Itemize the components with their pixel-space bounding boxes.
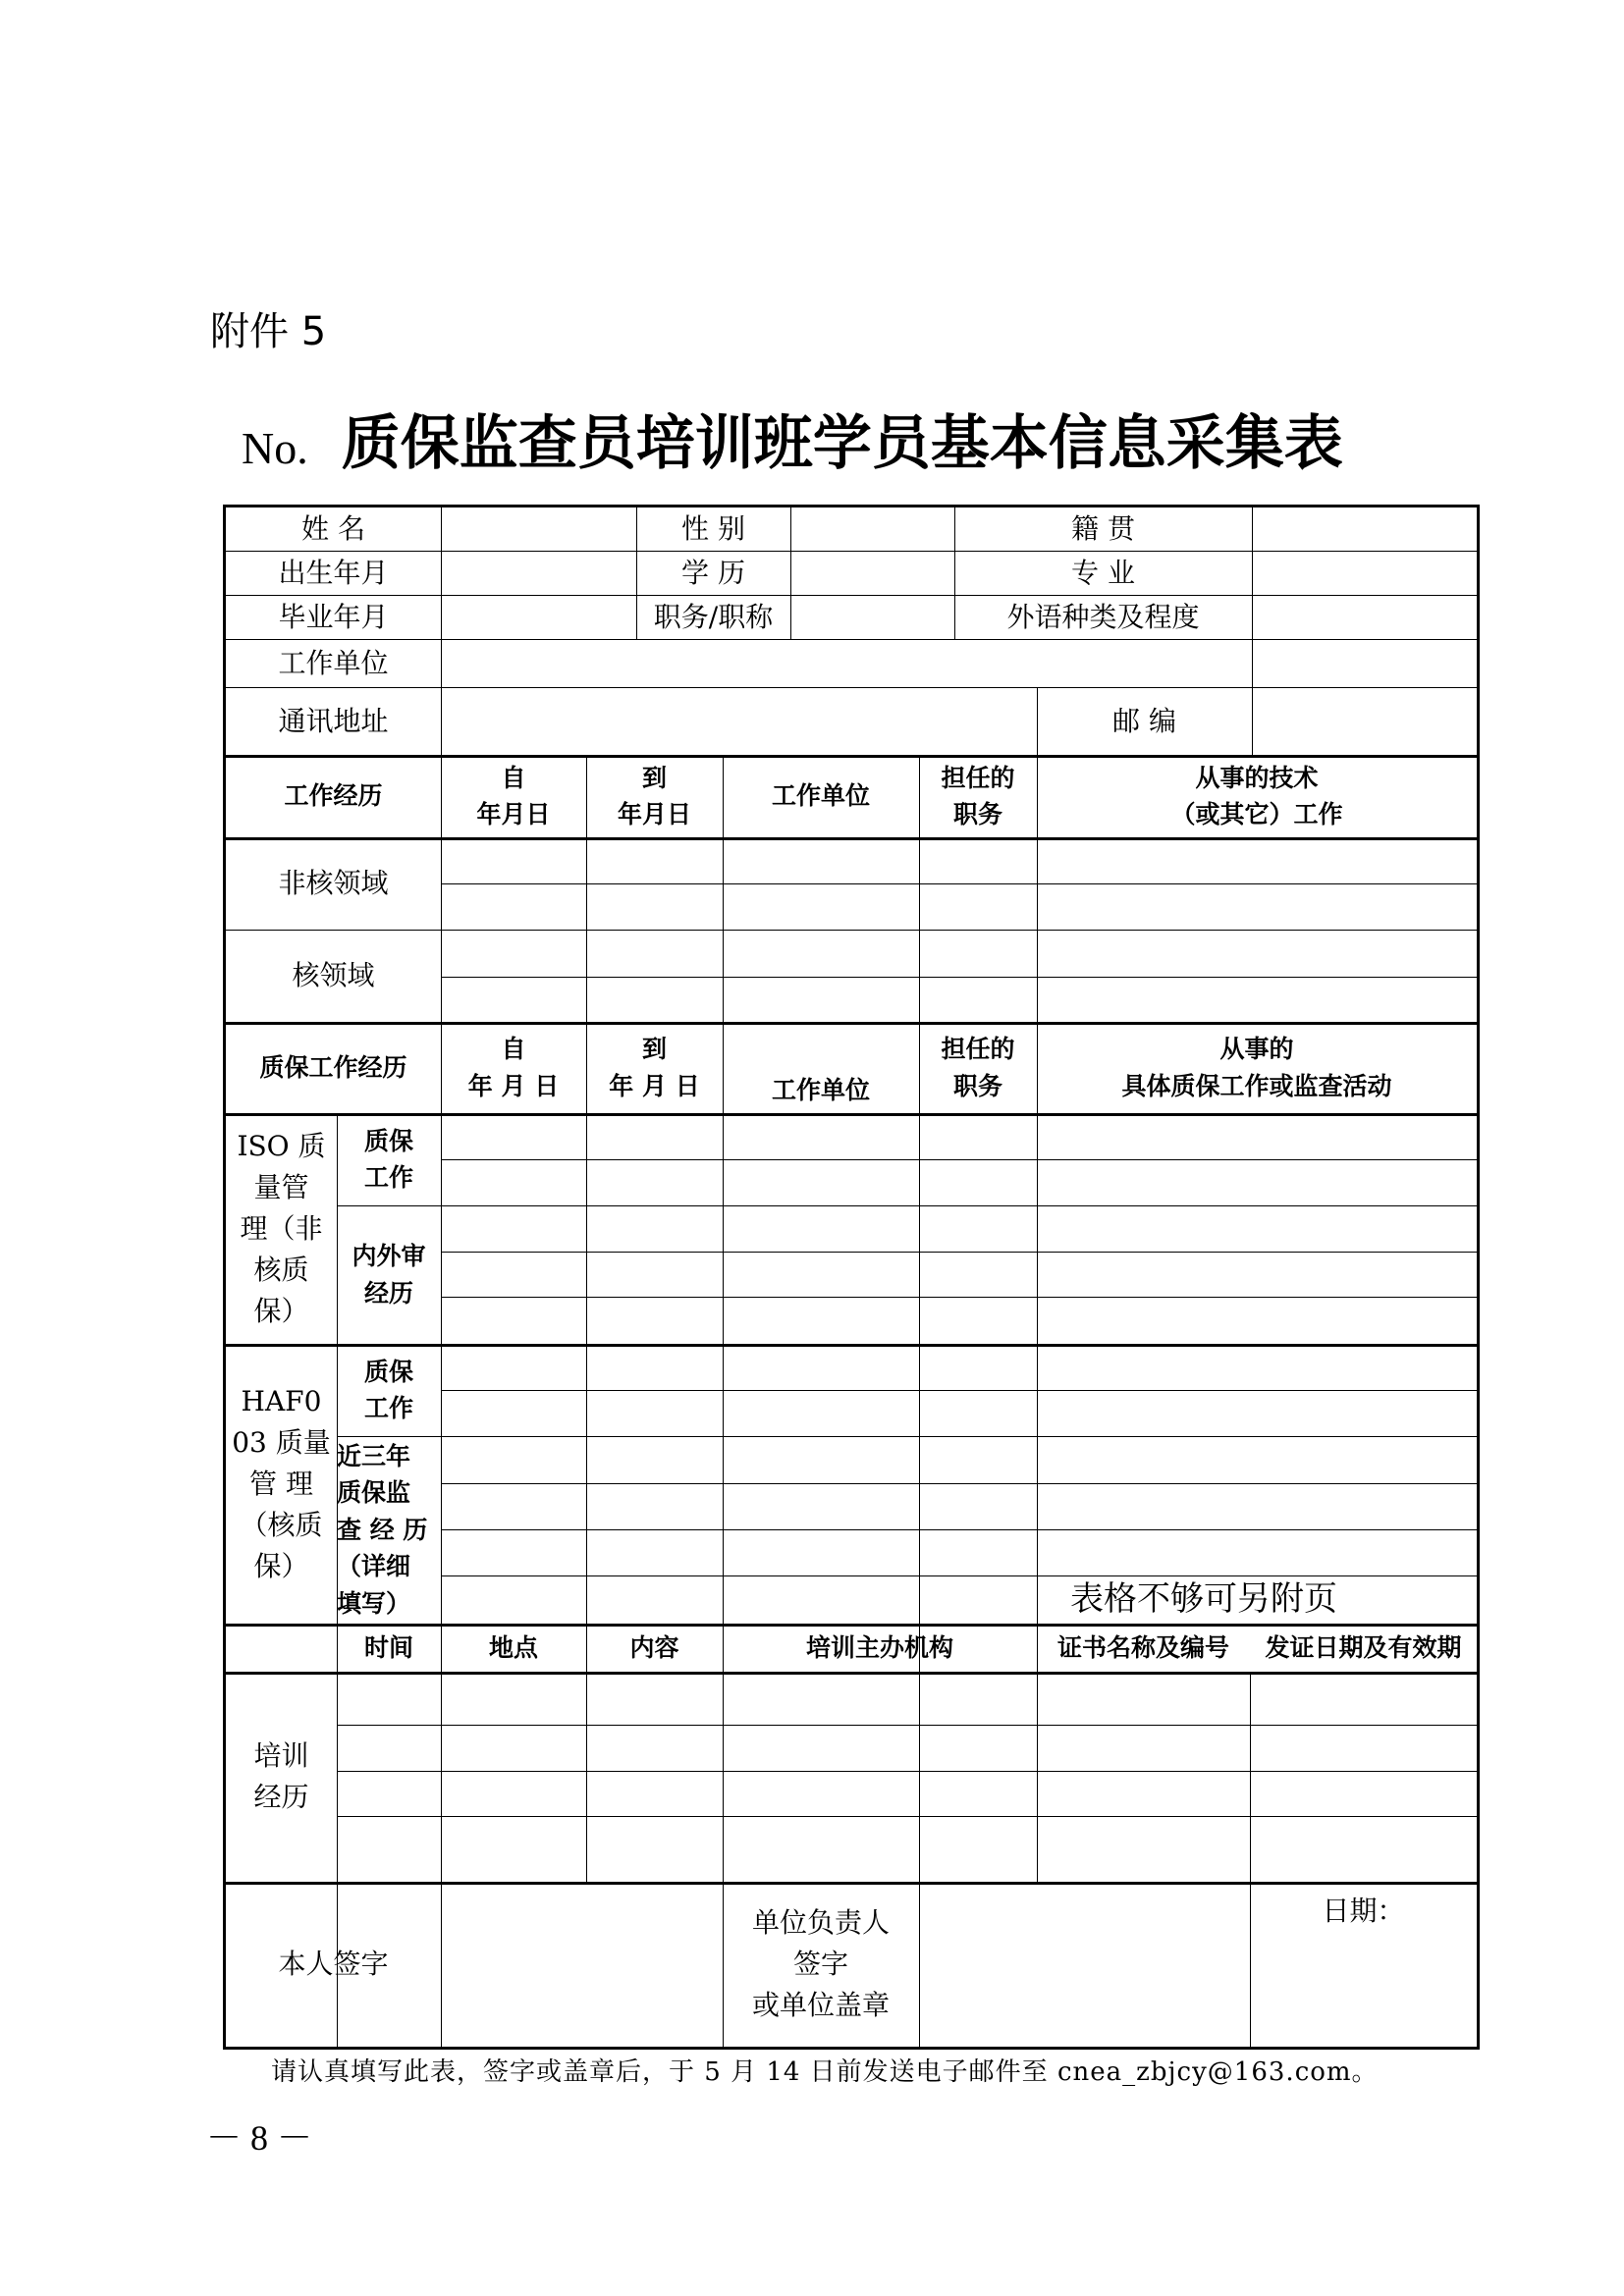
label-birth: 出生年月 [278, 556, 389, 589]
label-grad: 毕业年月 [278, 600, 389, 633]
col-train-place: 地点 [488, 1632, 538, 1662]
label-work: 工作经历 [284, 781, 383, 811]
label-qa-work-2: 质保 工作 [363, 1357, 413, 1422]
number-label: No. [242, 423, 308, 473]
col-train-date: 发证日期及有效期 [1265, 1632, 1462, 1662]
col-work-unit: 工作单位 [771, 781, 870, 811]
label-employer: 工作单位 [278, 646, 389, 679]
label-address: 通讯地址 [278, 704, 389, 737]
col-work-tech: 从事的技术 （或其它）工作 [1170, 763, 1343, 828]
label-gender: 性 别 [681, 512, 745, 545]
label-audit: 内外审 经历 [352, 1242, 426, 1308]
label-date: 日期： [1322, 1895, 1405, 1927]
col-work-to: 到 年月日 [617, 763, 691, 828]
col-qa-from: 自 年 月 日 [467, 1035, 560, 1100]
label-iso: ISO 质 量管 理（非 核质 保） [237, 1129, 326, 1327]
label-qa: 质保工作经历 [259, 1052, 407, 1082]
col-train-time: 时间 [363, 1632, 413, 1662]
col-qa-role: 担任的 职务 [941, 1035, 1015, 1100]
label-qa-work: 质保 工作 [363, 1126, 413, 1192]
col-qa-to: 到 年 月 日 [609, 1035, 700, 1100]
label-postcode: 邮 编 [1112, 704, 1176, 737]
col-train-cert: 证书名称及编号 [1056, 1632, 1229, 1662]
label-name: 姓 名 [301, 512, 365, 545]
page-number: － 8 － [206, 2118, 313, 2158]
label-unit-sign: 单位负责人 签字 或单位盖章 [751, 1906, 890, 2021]
col-work-role: 担任的 职务 [941, 763, 1015, 828]
label-audit-3yr: 近三年 质保监 查 经 历 （详细 填写） [337, 1441, 428, 1618]
label-education: 学 历 [681, 556, 745, 589]
label-position: 职务/职称 [653, 600, 774, 633]
label-self-sign: 本人签字 [278, 1948, 389, 1980]
label-major: 专 业 [1071, 556, 1135, 589]
col-work-from: 自 年月日 [476, 763, 551, 828]
label-non-nuclear: 非核领域 [278, 867, 389, 899]
label-nuclear: 核领域 [292, 959, 375, 991]
col-train-org: 培训主办机构 [805, 1632, 953, 1662]
label-language: 外语种类及程度 [1006, 600, 1200, 633]
extra-page-note: 表格不够可另附页 [1070, 1579, 1337, 1619]
label-native: 籍 贯 [1071, 512, 1135, 545]
footer-note: 请认真填写此表，签字或盖章后，于 5 月 14 日前发送电子邮件至 cnea_zbjcy@163.com。 [271, 2057, 1379, 2087]
col-qa-unit: 工作单位 [771, 1075, 870, 1104]
title-text: 质保监查员培训班学员基本信息采集表 [341, 409, 1343, 478]
attachment-label: 附件 5 [210, 309, 327, 354]
col-qa-activity: 从事的 具体质保工作或监查活动 [1121, 1035, 1392, 1100]
document-title [242, 397, 1343, 481]
label-training: 培训 经历 [253, 1739, 309, 1813]
label-haf: HAF0 03 质量 管 理 （核质 保） [232, 1384, 331, 1582]
col-train-content: 内容 [629, 1632, 679, 1662]
info-form [223, 505, 1480, 2050]
